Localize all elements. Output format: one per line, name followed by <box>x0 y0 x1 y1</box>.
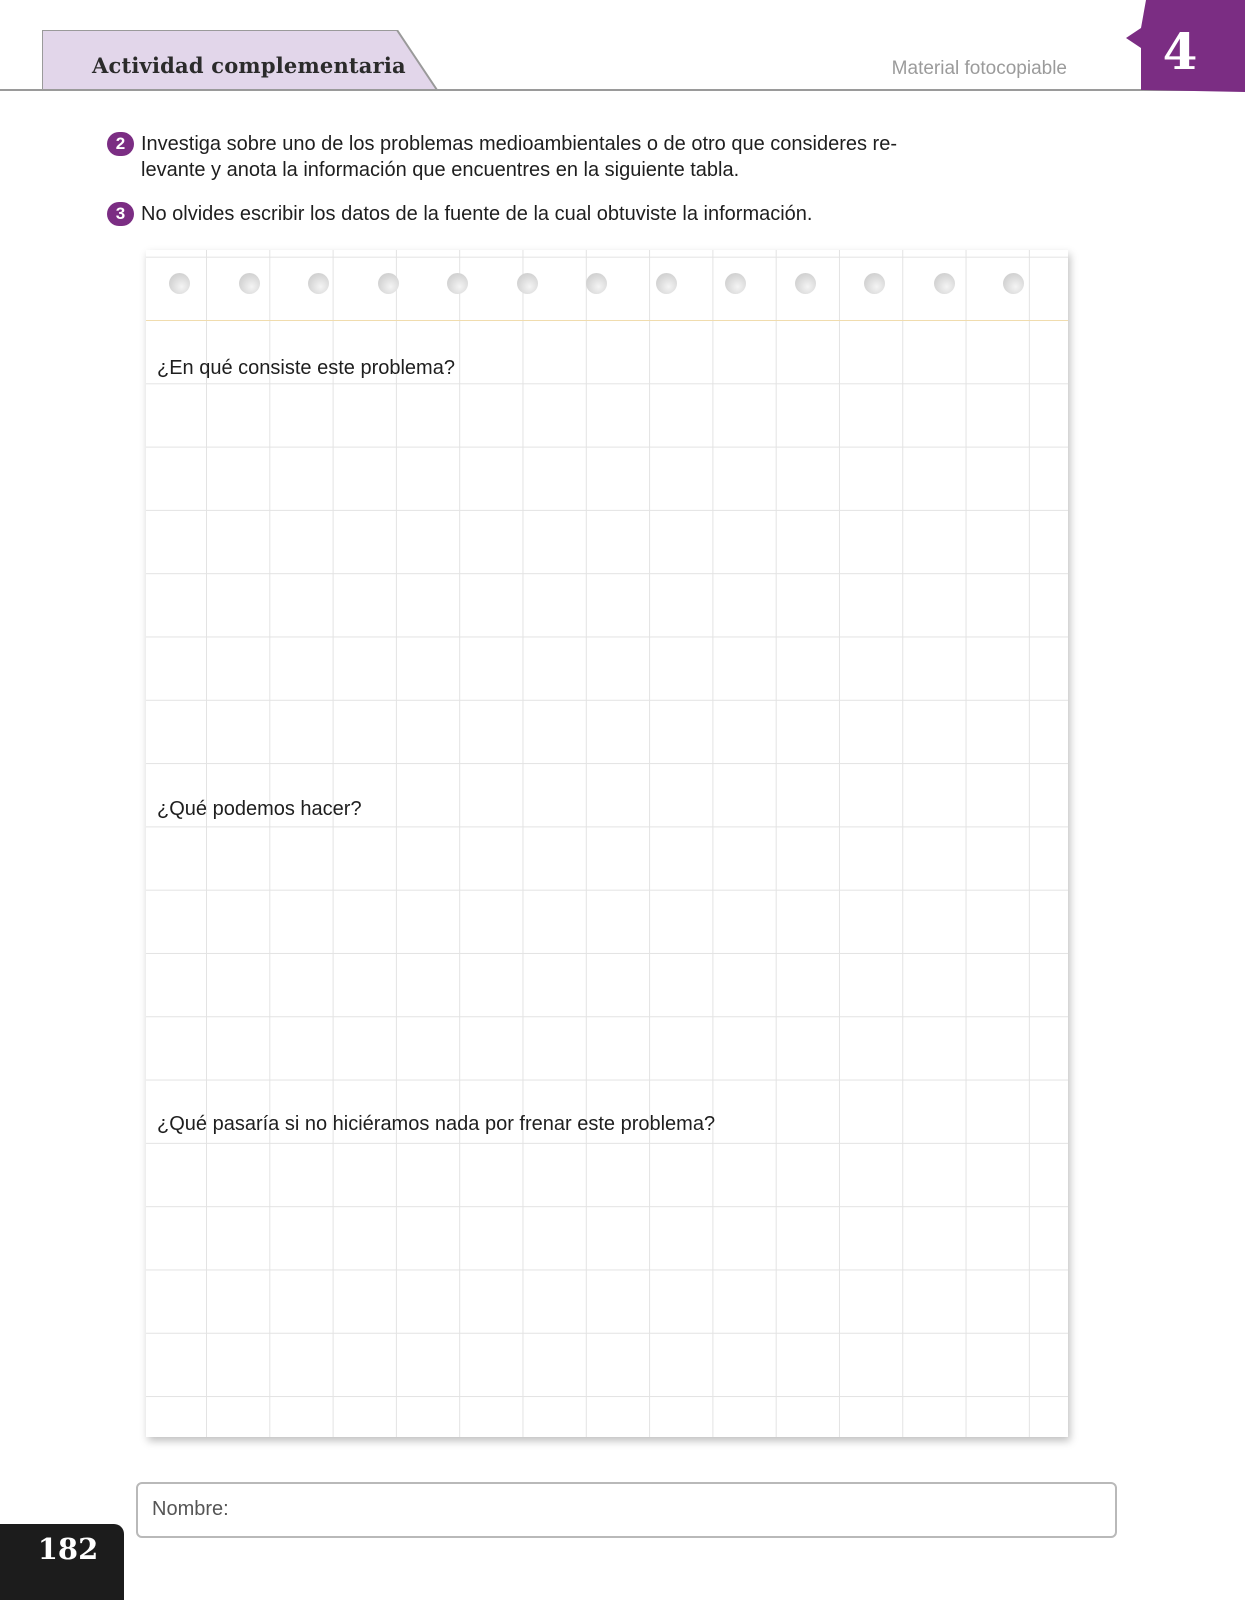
binder-hole <box>934 273 955 294</box>
binder-hole <box>864 273 885 294</box>
step-badge: 2 <box>107 132 134 156</box>
binder-hole <box>1003 273 1024 294</box>
binder-hole <box>795 273 816 294</box>
question-consequences: ¿Qué pasaría si no hiciéramos nada por frenar este problema? <box>157 1113 716 1135</box>
step-badge: 3 <box>107 202 134 226</box>
instruction-2 <box>107 131 947 183</box>
binder-hole <box>447 273 468 294</box>
binder-hole <box>239 273 260 294</box>
name-label: Nombre: <box>152 1498 229 1520</box>
question-what-to-do: ¿Qué podemos hacer? <box>157 798 362 820</box>
binder-hole <box>517 273 538 294</box>
question-what-is: ¿En qué consiste este problema? <box>157 357 455 379</box>
section-title: Actividad complementaria <box>92 53 406 78</box>
binder-hole <box>725 273 746 294</box>
binder-hole <box>308 273 329 294</box>
notebook-sheet <box>146 250 1068 1437</box>
instruction-text: No olvides escribir los datos de la fuente de la cual obtuviste la información. <box>141 203 813 225</box>
binder-hole <box>656 273 677 294</box>
instruction-text: Investiga sobre uno de los problemas medioambientales o de otro que consideres re- levante y anota la información que encuentres en la siguiente tabla. <box>141 133 897 181</box>
section-tab <box>42 30 442 90</box>
unit-number: 4 <box>1162 22 1198 81</box>
binder-hole <box>586 273 607 294</box>
binder-hole <box>169 273 190 294</box>
binder-hole <box>378 273 399 294</box>
page-number: 182 <box>37 1532 99 1566</box>
instruction-3 <box>107 201 947 227</box>
sheet-header-line <box>146 320 1068 321</box>
photocopy-label: Material fotocopiable <box>891 58 1067 79</box>
name-field[interactable] <box>136 1482 1117 1538</box>
